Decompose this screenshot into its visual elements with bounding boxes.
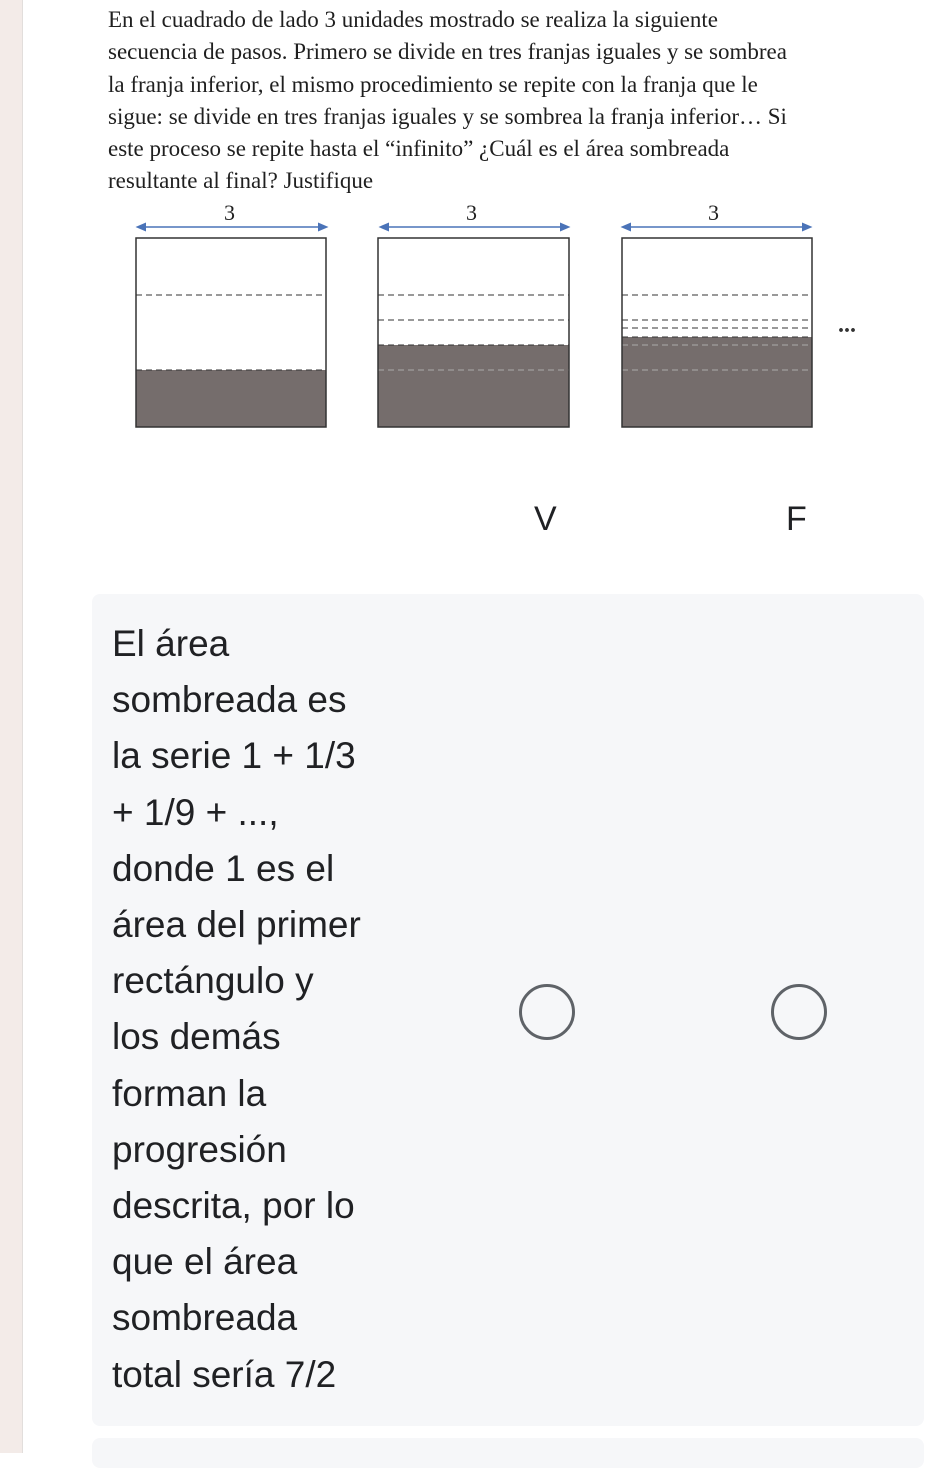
statement-line: área del primer xyxy=(112,904,361,946)
statement-line: rectángulo y xyxy=(112,960,314,1002)
column-header-true: V xyxy=(534,500,557,538)
square-step-1 xyxy=(136,227,326,427)
shaded-strip xyxy=(378,345,569,427)
side-length-label: 3 xyxy=(224,200,235,225)
shaded-strip xyxy=(136,370,326,427)
column-header-false: F xyxy=(786,500,807,538)
square-step-3 xyxy=(622,227,812,427)
statement-line: + 1/9 + ..., xyxy=(112,791,279,833)
side-length-label: 3 xyxy=(708,200,719,225)
statement-line: sombreada es xyxy=(112,679,347,721)
statement-text xyxy=(112,616,402,1403)
continuation-ellipsis: ... xyxy=(838,312,856,338)
question-line: sigue: se divide en tres franjas iguales y se sombrea la franja inferior… Si xyxy=(108,103,787,129)
next-statement-row xyxy=(92,1438,924,1468)
question-line: secuencia de pasos. Primero se divide en tres franjas iguales y se sombrea xyxy=(108,39,787,65)
statement-line: progresión xyxy=(112,1128,287,1170)
statement-line: total sería 7/2 xyxy=(112,1353,337,1395)
square-sequence-figure xyxy=(0,0,926,460)
question-line: la franja inferior, el mismo procedimiento se repite con la franja que le xyxy=(108,71,758,97)
square-step-2 xyxy=(378,227,569,427)
shaded-strip xyxy=(622,337,812,427)
radio-false[interactable] xyxy=(771,984,827,1040)
question-line: este proceso se repite hasta el “infinito” ¿Cuál es el área sombreada xyxy=(108,136,730,162)
statement-line: forman la xyxy=(112,1072,267,1114)
statement-line: que el área xyxy=(112,1241,298,1283)
radio-true[interactable] xyxy=(519,984,575,1040)
statement-line: descrita, por lo xyxy=(112,1185,355,1227)
statement-line: los demás xyxy=(112,1016,281,1058)
question-line: resultante al final? Justifique xyxy=(108,168,374,194)
side-length-label: 3 xyxy=(466,200,477,225)
question-line: En el cuadrado de lado 3 unidades mostrado se realiza la siguiente xyxy=(108,7,718,32)
statement-line: la serie 1 + 1/3 xyxy=(112,735,356,777)
statement-line: sombreada xyxy=(112,1297,298,1339)
statement-line: donde 1 es el xyxy=(112,847,335,889)
statement-line: El área xyxy=(112,623,230,664)
